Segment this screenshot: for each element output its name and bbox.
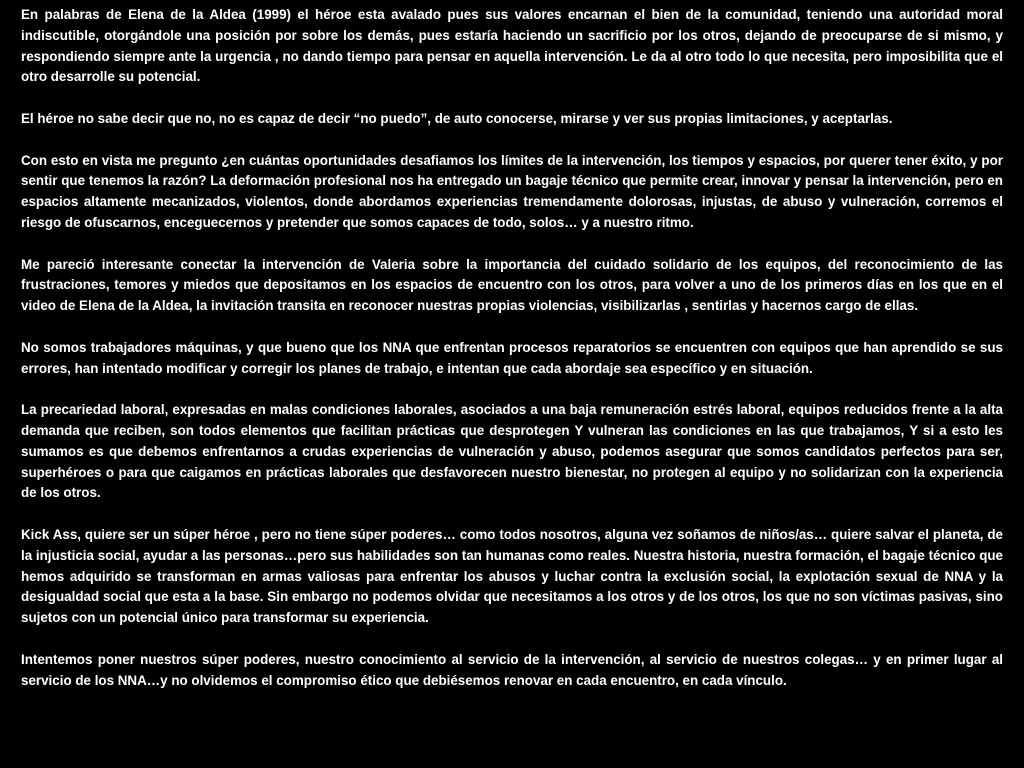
paragraph-3: Con esto en vista me pregunto ¿en cuántas oportunidades desafiamos los límites de la intervención, los tiempos y espacios, por querer tener éxito, y por sentir que tenemos la razón? La deformación profesional nos ha entregado un bagaje técnico que permite crear, innovar y pensar la intervención, pero en espacios altamente mecanizados, violentos, donde abordamos experiencias tremendamente dolorosas, injustas, de abuso y vulneración, corremos el riesgo de ofuscarnos, enceguecernos y pretender que somos capaces de todo, solos… y a nuestro ritmo. [21, 152, 1003, 230]
paragraph-7: Kick Ass, quiere ser un súper héroe , pero no tiene súper poderes… como todos nosotros, alguna vez soñamos de niños/as… quiere salvar el planeta, de la injusticia social, ayudar a las personas…pero sus habilidades son tan humanas como reales. Nuestra historia, nuestra formación, el bagaje técnico que hemos adquirido se transforman en armas valiosas para enfrentar los abusos y luchar contra la exclusión social, la explotación sexual de NNA y la desigualdad social que esta a la base. Sin embargo no podemos olvidar que necesitamos a los otros y de los otros, los que no son víctimas pasivas, sino sujetos con un potencial único para transformar su experiencia. [21, 526, 1003, 626]
paragraph-gap [21, 88, 1003, 109]
paragraph-gap [21, 317, 1003, 338]
paragraph-gap [21, 130, 1003, 151]
paragraph-gap [21, 234, 1003, 255]
paragraph-1: En palabras de Elena de la Aldea (1999) el héroe esta avalado pues sus valores encarnan el bien de la comunidad, teniendo una autoridad moral indiscutible, otorgándole una posición por sobre los demás, pues estaría haciendo un sacrificio por los otros, dejando de preocuparse de si mismo, y respondiendo siempre ante la urgencia , no dando tiempo para pensar en aquella intervención. Le da al otro todo lo que necesita, pero imposibilita que el otro desarrolle su potencial. [21, 7, 1003, 85]
paragraph-2: El héroe no sabe decir que no, no es capaz de decir “no puedo”, de auto conocerse, mirarse y ver sus propias limitaciones, y aceptarlas. [21, 110, 893, 126]
paragraph-gap [21, 504, 1003, 525]
paragraph-5: No somos trabajadores máquinas, y que bueno que los NNA que enfrentan procesos reparatorios se encuentren con equipos que han aprendido se sus errores, han intentado modificar y corregir los planes de trabajo, e intentan que cada abordaje sea específico y en situación. [21, 339, 1003, 376]
paragraph-6: La precariedad laboral, expresadas en malas condiciones laborales, asociados a una baja remuneración estrés laboral, equipos reducidos frente a la alta demanda que reciben, son todos elementos que facilitan prácticas que desprotegen Y vulneran las condiciones en las que trabajamos, Y si a esto les sumamos es que debemos enfrentarnos a crudas experiencias de vulneración y abuso, podemos asegurar que somos candidatos perfectos para ser, superhéroes o para que caigamos en prácticas laborales que desfavorecen nuestro bienestar, no protegen al equipo y no solidarizan con la experiencia de los otros. [21, 402, 1003, 501]
paragraph-4: Me pareció interesante conectar la intervención de Valeria sobre la importancia del cuidado solidario de los equipos, del reconocimiento de las frustraciones, temores y miedos que depositamos en los espacios de encuentro con los otros, para volver a uno de los primeros días en los que en el video de Elena de la Aldea, la invitación transita en reconocer nuestras propias violencias, visibilizarlas , sentirlas y hacernos cargo de ellas. [21, 256, 1003, 314]
paragraph-8: Intentemos poner nuestros súper poderes, nuestro conocimiento al servicio de la intervención, al servicio de nuestros colegas… y en primer lugar al servicio de los NNA…y no olvidemos el compromiso ético que debiésemos renovar en cada encuentro, en cada vínculo. [21, 651, 1003, 688]
paragraph-gap [21, 379, 1003, 400]
paragraph-gap [21, 629, 1003, 650]
